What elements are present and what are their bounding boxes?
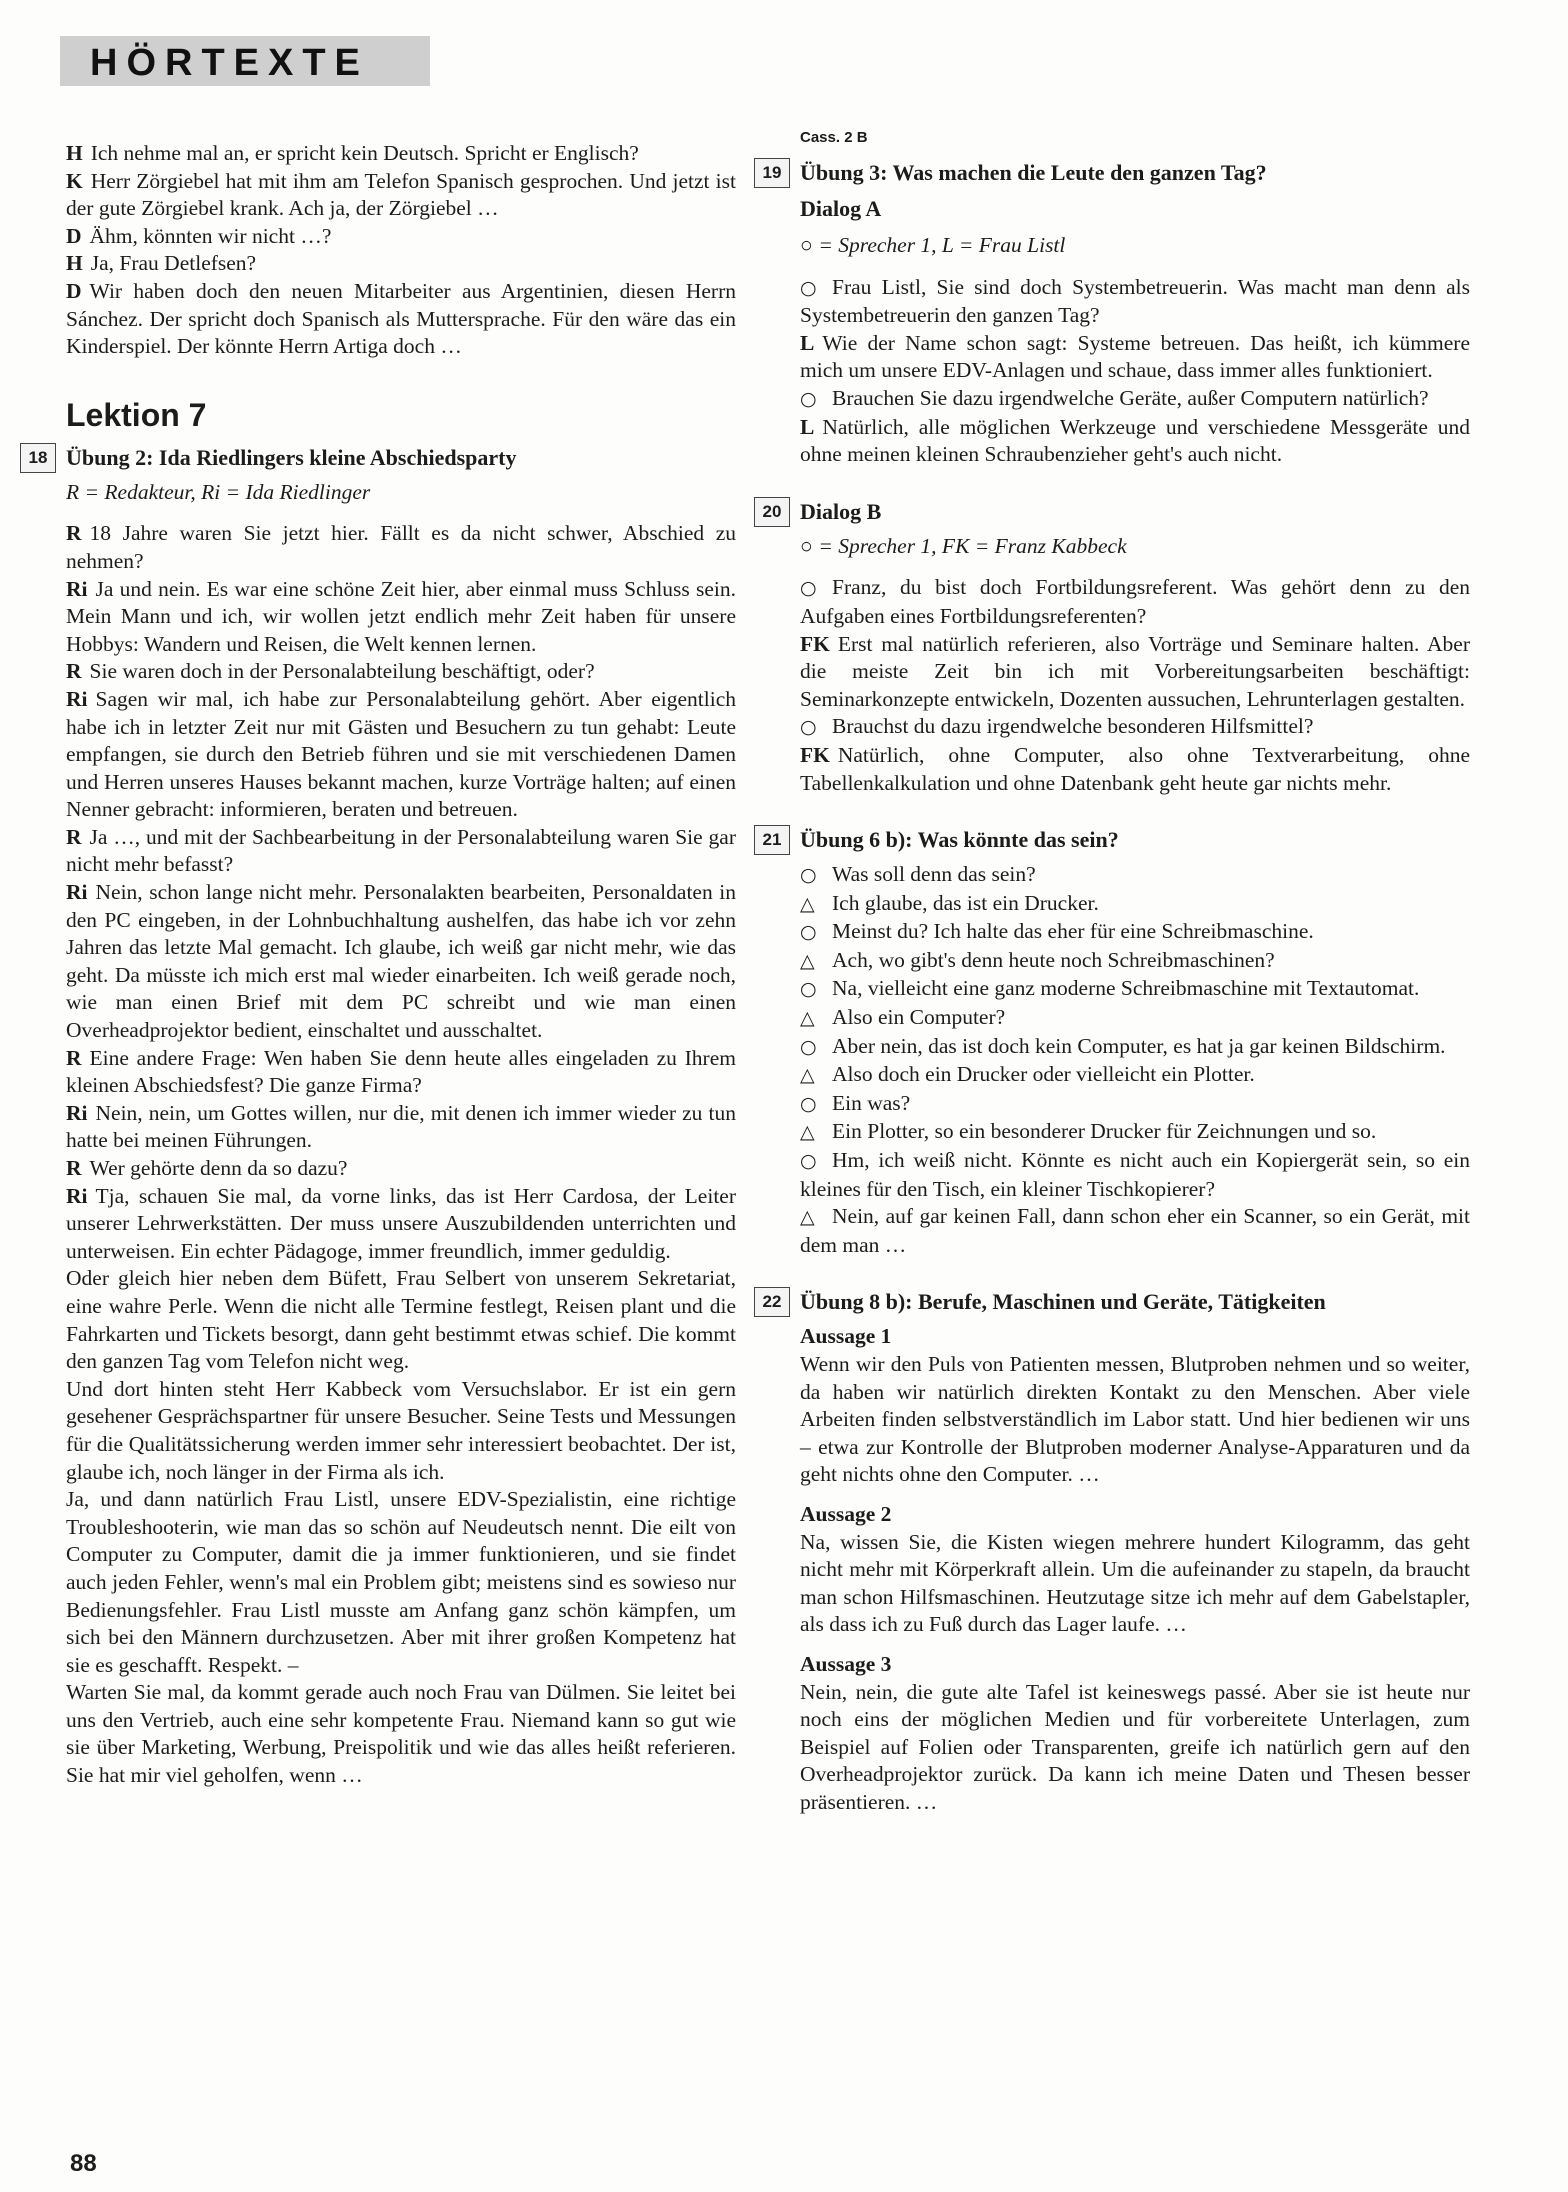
dialog-text: Ich nehme mal an, er spricht kein Deutsch. Spricht er Englisch?: [90, 141, 639, 165]
exercise-heading-22: [762, 1287, 1470, 1317]
speaker-label: Ri: [66, 1100, 88, 1125]
dialog-text: Natürlich, alle möglichen Werkzeuge und verschiedene Messgeräte und ohne meinen kleinen Schraubenzieher geht's auch nicht.: [800, 414, 1470, 467]
dialog-line: [66, 1100, 736, 1155]
speaker-label: FK: [800, 631, 830, 656]
dialog-text: Frau Listl, Sie sind doch Systembetreuerin. Was macht man denn als Systembetreuerin den ganzen Tag?: [800, 274, 1470, 328]
dialog-line: [800, 1090, 1470, 1119]
dialog-text: Sie waren doch in der Personalabteilung beschäftigt, oder?: [89, 659, 595, 684]
speaker-label: R: [66, 824, 82, 849]
exercise-title-21: Übung 6 b): Was könnte das sein?: [800, 827, 1119, 853]
dialog-20: [800, 574, 1470, 797]
exercise-title-18: Übung 2: Ida Riedlingers kleine Abschiedsparty: [66, 444, 517, 470]
speaker-label: △: [800, 1206, 815, 1229]
exercise-title-22: Übung 8 b): Berufe, Maschinen und Geräte, Tätigkeiten: [800, 1289, 1326, 1315]
dialog-text: Tja, schauen Sie mal, da vorne links, das ist Herr Cardosa, der Leiter unserer Lehrwerkstätten. Der muss unsere Auszubildenden unterrichten und unterweisen. Ein echter Pädagoge, immer freundlich, immer geduldig.: [66, 1183, 736, 1263]
dialog-line: [66, 879, 736, 1045]
dialog-line: [800, 1118, 1470, 1147]
speaker-label: R: [66, 1045, 82, 1070]
dialog-line: [800, 1203, 1470, 1259]
speaker-label: ○: [800, 387, 817, 410]
page-number: 88: [70, 2150, 97, 2177]
speaker-label: ○: [800, 276, 817, 299]
dialog-text: Also doch ein Drucker oder vielleicht ein Plotter.: [832, 1062, 1255, 1087]
speaker-label: ○: [800, 921, 817, 944]
exercise-heading-20: [762, 497, 1470, 527]
speaker-legend-19: ○ = Sprecher 1, L = Frau Listl: [800, 233, 1066, 257]
dialog-text: Wir haben doch den neuen Mitarbeiter aus Argentinien, diesen Herrn Sánchez. Der spricht doch Spanisch als Muttersprache. Für den wäre das ein Kinderspiel. Der könnte Herrn Artiga doch …: [66, 278, 736, 359]
dialog-text: Ähm, könnten wir nicht …?: [89, 223, 332, 248]
dialog-text: Ich glaube, das ist ein Drucker.: [832, 890, 1099, 915]
dialog-a-title: Dialog A: [800, 196, 882, 221]
dialog-21: [800, 861, 1470, 1259]
dialog-line: [66, 1155, 736, 1183]
speaker-label: Ri: [66, 1183, 88, 1208]
dialog-line: [800, 918, 1470, 947]
statement-text: Nein, nein, die gute alte Tafel ist keineswegs passé. Aber sie ist heute nur noch eins der möglichen Medien und für vorbereitete Unterlagen, zum Beispiel auf Folien oder Transparenten, greife ich natürlich gern auf den Overheadprojektor zurück. Da kann ich meine Daten und Thesen besser präsentieren. …: [800, 1679, 1470, 1814]
dialog-line: [66, 1045, 736, 1100]
dialog-line: [800, 975, 1470, 1004]
dialog-text: Warten Sie mal, da kommt gerade auch noch Frau van Dülmen. Sie leitet bei uns den Vertrieb, auch eine sehr kompetente Frau. Niemand kann so gut wie sie über Marketing, Werbung, Preispolitik und wie das alles heißt referieren. Sie hat mir viel geholfen, wenn …: [66, 1680, 736, 1788]
speaker-label: L: [800, 330, 815, 355]
dialog-line: [800, 861, 1470, 890]
dialog-line: [66, 824, 736, 879]
speaker-label: ○: [800, 978, 817, 1001]
dialog-text: 18 Jahre waren Sie jetzt hier. Fällt es da nicht schwer, Abschied zu nehmen?: [66, 521, 736, 573]
statement-text: Na, wissen Sie, die Kisten wiegen mehrere hundert Kilogramm, das geht nicht mehr mit Körperkraft allein. Um die aufeinander zu stapeln, da braucht man schon Hilfsmaschinen. Heutzutage sitze ich mehr auf dem Gabelstapler, als dass ich zu Fuß durch das Lager laufe. …: [800, 1529, 1470, 1637]
dialog-line: [800, 890, 1470, 919]
dialog-line: [66, 223, 736, 251]
right-column: [762, 128, 1470, 1829]
dialog-line: [800, 574, 1470, 630]
dialog-text: Meinst du? Ich halte das eher für eine Schreibmaschine.: [832, 919, 1314, 944]
statement-text: Wenn wir den Puls von Patienten messen, Blutproben nehmen und so weiter, da haben wir natürlich direkten Kontakt zu den Menschen. Aber viele Arbeiten finden selbstverständlich im Labor statt. Und hier bedienen wir uns – etwa zur Kontrolle der Blutproben moderner Analyse-Apparaturen und da geht nichts ohne den Computer. …: [800, 1352, 1470, 1487]
speaker-label: ○: [800, 577, 817, 600]
speaker-label: L: [800, 414, 815, 439]
speaker-label: ○: [800, 716, 817, 739]
dialog-text: Ein was?: [832, 1090, 911, 1115]
statements: [800, 1323, 1470, 1816]
dialog-line: [800, 1061, 1470, 1090]
speaker-label: D: [66, 223, 82, 248]
dialog-text: Sagen wir mal, ich habe zur Personalabteilung gehört. Aber eigentlich habe ich in letzter Zeit nur mit Gästen und Besuchern zu tun gehabt: Leute empfangen, sie durch den Betrieb führen und sie mit verschiedenen Damen und Herren unseres Hauses bekannt machen, kurze Vorträge halten; auf einen Nenner gebracht: informieren, beraten und betreuen.: [66, 686, 736, 822]
exercise-heading-21: [762, 825, 1470, 855]
track-number-21: 21: [754, 825, 790, 855]
dialog-text: Wer gehörte denn da so dazu?: [89, 1156, 348, 1180]
dialog-line: [800, 414, 1470, 469]
speaker-label: R: [66, 1156, 82, 1180]
dialog-line: [66, 1265, 736, 1375]
speaker-label: H: [66, 251, 83, 276]
dialog-text: Franz, du bist doch Fortbildungsreferent. Was gehört denn zu den Aufgaben eines Fortbildungsreferenten?: [800, 575, 1470, 628]
dialog-18: [66, 520, 736, 1789]
dialog-line: [800, 385, 1470, 414]
dialog-text: Wie der Name schon sagt: Systeme betreuen. Das heißt, ich kümmere mich um unsere EDV-Anlagen und schaue, dass immer alles funktioniert.: [800, 330, 1470, 383]
dialog-text: Nein, auf gar keinen Fall, dann schon eher ein Scanner, so ein Gerät, mit dem man …: [800, 1204, 1470, 1257]
dialog-text: Herr Zörgiebel hat mit ihm am Telefon Spanisch gesprochen. Und jetzt ist der gute Zörgiebel krank. Ach ja, der Zörgiebel …: [66, 168, 736, 221]
left-column: [28, 140, 736, 1790]
speaker-label: Ri: [66, 880, 88, 905]
track-number-22: 22: [754, 1287, 790, 1317]
dialog-line: [800, 1033, 1470, 1062]
dialog-line: [66, 1679, 736, 1789]
dialog-text: Ja, und dann natürlich Frau Listl, unsere EDV-Spezialistin, eine richtige Troubleshooterin, wie man das so schön auf Neudeutsch nennt. Die eilt von Computer zu Computer, damit die ja immer funktionieren, und sie findet auch jeden Fehler, wenn's mal ein Problem gibt; meistens sind es sowieso nur Bedienungsfehler. Frau Listl musste am Anfang ganz schön kämpfen, um sich bei den Männern durchzusetzen. Aber mit ihrer großen Kompetenz hat sie es geschafft. Respekt. –: [66, 1487, 736, 1677]
dialog-line: [66, 278, 736, 361]
speaker-label: △: [800, 1121, 815, 1144]
statement-title: Aussage 2: [800, 1501, 892, 1526]
page-header-title: HÖRTEXTE: [90, 42, 369, 84]
dialog-text: Oder gleich hier neben dem Büfett, Frau Selbert von unserem Sekretariat, eine wahre Perle. Wenn die nicht alle Termine festlegt, Reisen plant und die Fahrkarten und Tickets besorgt, dann geht bestimmt etwas schief. Die kommt den ganzen Tag vom Telefon nicht weg.: [66, 1266, 736, 1374]
speaker-label: △: [800, 1064, 815, 1087]
dialog-text: Ja …, und mit der Sachbearbeitung in der Personalabteilung waren Sie gar nicht mehr befasst?: [66, 824, 736, 877]
dialog-text: Was soll denn das sein?: [832, 862, 1036, 887]
speaker-label: △: [800, 1007, 815, 1030]
speaker-label: ○: [800, 1150, 817, 1173]
dialog-text: Und dort hinten steht Herr Kabbeck vom Versuchslabor. Er ist ein gern gesehener Gesprächspartner für unsere Besucher. Seine Tests und Messungen für die Qualitätssicherung werden immer sehr interessiert beobachtet. Der ist, glaube ich, noch länger in der Firma als ich.: [66, 1376, 736, 1484]
dialog-text: Ja und nein. Es war eine schöne Zeit hier, aber einmal muss Schluss sein. Mein Mann und ich, wir wollen jetzt endlich mehr Zeit haben für unsere Hobbys: Wandern und Reisen, die Welt kennen lernen.: [66, 576, 736, 656]
exercise-heading-18: [28, 443, 736, 473]
lesson-title: Lektion 7: [66, 396, 207, 433]
dialog-line: [66, 250, 736, 278]
speaker-label: △: [800, 949, 815, 972]
speaker-legend-18: R = Redakteur, Ri = Ida Riedlinger: [66, 479, 371, 504]
dialog-text: Nein, nein, um Gottes willen, nur die, mit denen ich immer wieder zu tun hatte bei meinen Führungen.: [66, 1100, 736, 1153]
speaker-label: H: [66, 141, 83, 165]
speaker-label: ○: [800, 1035, 817, 1058]
dialog-19: [800, 274, 1470, 469]
statement-title: Aussage 1: [800, 1324, 892, 1349]
speaker-label: ○: [800, 864, 817, 887]
dialog-line: [66, 658, 736, 686]
track-number-20: 20: [754, 497, 790, 527]
dialog-text: Also ein Computer?: [832, 1005, 1006, 1030]
dialog-line: [66, 1183, 736, 1266]
speaker-label: K: [66, 168, 83, 193]
dialog-text: Na, vielleicht eine ganz moderne Schreibmaschine mit Textautomat.: [832, 976, 1420, 1001]
speaker-label: D: [66, 278, 82, 303]
dialog-line: [66, 686, 736, 824]
dialog-text: Ja, Frau Detlefsen?: [90, 251, 257, 276]
dialog-line: [800, 631, 1470, 714]
speaker-label: △: [800, 892, 815, 915]
track-number-19: 19: [754, 158, 790, 188]
dialog-line: [800, 947, 1470, 976]
intro-dialog: [66, 140, 736, 361]
cassette-label: Cass. 2 B: [800, 129, 868, 146]
speaker-label: FK: [800, 742, 830, 767]
dialog-text: Hm, ich weiß nicht. Könnte es nicht auch ein Kopiergerät sein, so ein kleines für den Tisch, ein kleiner Tischkopierer?: [800, 1148, 1470, 1201]
speaker-label: ○: [800, 1092, 817, 1115]
dialog-text: Eine andere Frage: Wen haben Sie denn heute alles eingeladen zu Ihrem kleinen Abschiedsfest? Die ganze Firma?: [66, 1045, 736, 1098]
dialog-text: Natürlich, ohne Computer, also ohne Textverarbeitung, ohne Tabellenkalkulation und ohne Datenbank geht heute gar nichts mehr.: [800, 742, 1470, 795]
exercise-heading-19: [762, 158, 1470, 188]
dialog-line: [66, 168, 736, 223]
dialog-line: [800, 274, 1470, 330]
dialog-line: [66, 576, 736, 659]
dialog-text: Brauchen Sie dazu irgendwelche Geräte, außer Computern natürlich?: [832, 385, 1429, 410]
dialog-line: [66, 1376, 736, 1486]
track-number-18: 18: [20, 443, 56, 473]
dialog-line: [66, 1486, 736, 1679]
dialog-line: [66, 140, 736, 168]
dialog-line: [800, 713, 1470, 742]
dialog-text: Nein, schon lange nicht mehr. Personalakten bearbeiten, Personaldaten in den PC eingeben, in der Lohnbuchhaltung aushelfen, das habe ich vor zehn Jahren das letzte Mal gemacht. Ich glaube, ich weiß gar nicht mehr, wie das geht. Da müsste ich mich erst mal wieder einarbeiten. Ich weiß gerade noch, wie man einen Brief mit dem PC schreibt und wie man einen Overheadprojektor bedient, einschaltet und ausschaltet.: [66, 880, 736, 1043]
exercise-title-20: Dialog B: [800, 498, 882, 524]
dialog-line: [800, 1004, 1470, 1033]
dialog-text: Ach, wo gibt's denn heute noch Schreibmaschinen?: [832, 947, 1275, 972]
speaker-label: R: [66, 521, 82, 546]
dialog-line: [800, 1147, 1470, 1203]
dialog-line: [800, 330, 1470, 385]
dialog-text: Brauchst du dazu irgendwelche besonderen Hilfsmittel?: [832, 714, 1314, 739]
dialog-line: [66, 520, 736, 575]
dialog-text: Aber nein, das ist doch kein Computer, es hat ja gar keinen Bildschirm.: [832, 1033, 1446, 1058]
dialog-text: Erst mal natürlich referieren, also Vorträge und Seminare halten. Aber die meiste Zeit bin ich mit Vorbereitungsarbeiten beschäftigt: Seminarkonzepte entwickeln, Dozenten aussuchen, Lehrunterlagen gestalten.: [800, 631, 1470, 711]
speaker-legend-20: ○ = Sprecher 1, FK = Franz Kabbeck: [800, 533, 1127, 558]
speaker-label: Ri: [66, 576, 88, 601]
speaker-label: R: [66, 659, 82, 684]
exercise-title-19: Übung 3: Was machen die Leute den ganzen Tag?: [800, 160, 1267, 185]
dialog-line: [800, 742, 1470, 797]
statement-title: Aussage 3: [800, 1651, 892, 1676]
speaker-label: Ri: [66, 686, 88, 711]
dialog-text: Ein Plotter, so ein besonderer Drucker für Zeichnungen und so.: [832, 1119, 1377, 1144]
